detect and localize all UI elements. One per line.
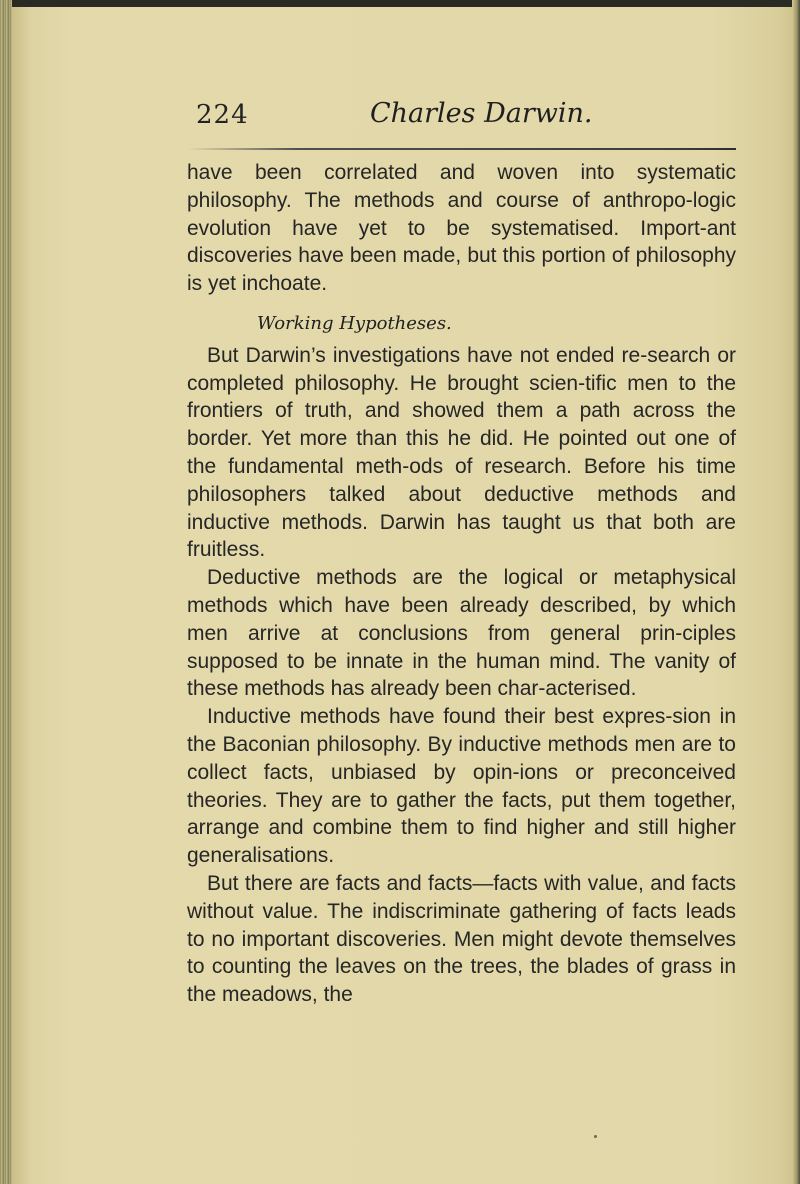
paragraph-1: have been correlated and woven into systematic philosophy. The methods and course of anthropo-logic evolution have yet to be systematised. Import-ant discoveries have been made, but this portion of philosophy is yet inchoate.	[187, 161, 736, 296]
header-rule	[188, 148, 736, 150]
right-page-edge	[792, 0, 800, 1184]
paragraph-4: Inductive methods have found their best expres-sion in the Baconian philosophy. By inductive methods men are to collect facts, unbiased by opin-ions or preconceived theories. They are to gather the facts, put them together, arrange and combine them to find higher and still higher generalisations.	[187, 705, 736, 868]
paragraph-2: But Darwin’s investigations have not ended re-search or completed philosophy. He brought scien-tific men to the frontiers of truth, and showed them a path across the border. Yet more than this he did. He pointed out one of the fundamental meth-ods of research. Before his time philosophers talked about deductive methods and inductive methods. Darwin has taught us that both are fruitless.	[187, 343, 736, 562]
left-page-edge	[0, 0, 12, 1184]
top-page-edge	[0, 0, 800, 7]
paragraph-5: But there are facts and facts—facts with value, and facts without value. The indiscriminate gathering of facts leads to no important discoveries. Men might devote themselves to counting the leaves on the trees, the blades of grass in the meadows, the	[187, 871, 736, 1007]
body-text	[187, 159, 736, 1009]
section-title: Working Hypotheses.	[257, 312, 452, 334]
page-header	[196, 96, 736, 144]
paragraph-3: Deductive methods are the logical or metaphysical methods which have been already described, by which men arrive at conclusions from general prin-ciples supposed to be innate in the human mind. The vanity of these methods has already been char-acterised.	[187, 566, 736, 701]
page-number: 224	[196, 100, 249, 130]
running-title: Charles Darwin.	[370, 98, 593, 129]
paper-speck	[594, 1135, 597, 1138]
